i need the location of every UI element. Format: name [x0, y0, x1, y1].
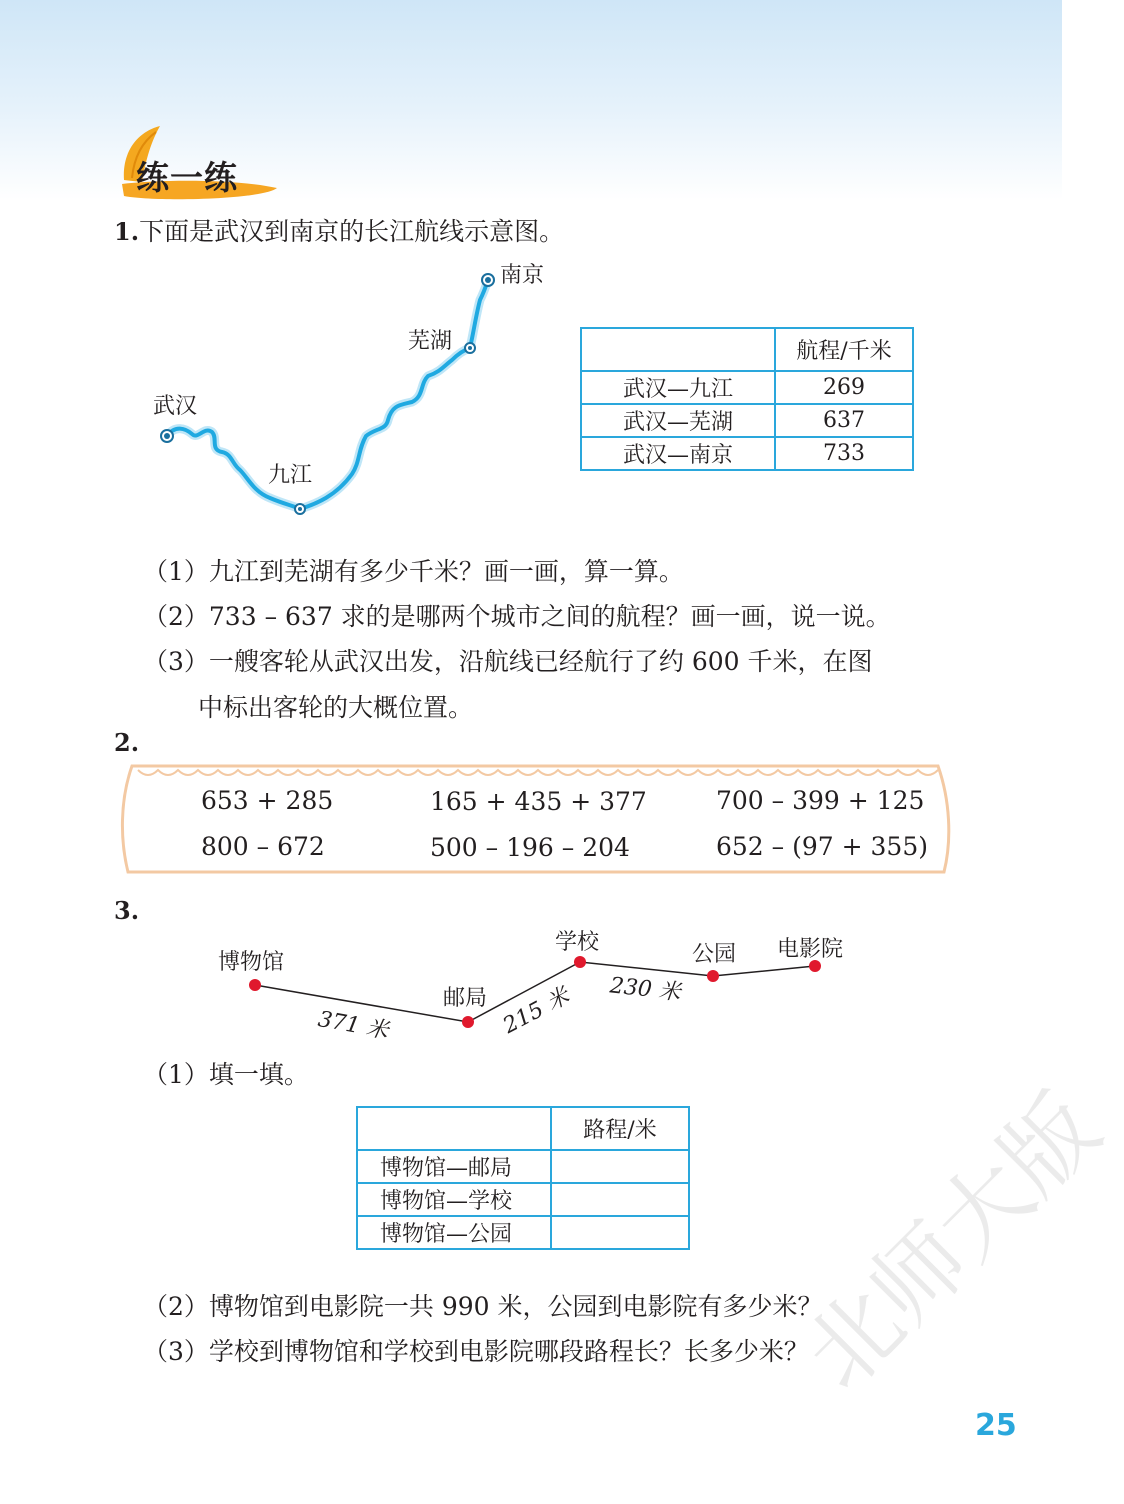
city-marker-nanjing — [482, 274, 494, 286]
label-cinema: 电影院 — [777, 937, 844, 962]
q3-table-header: 路程/米 — [551, 1107, 689, 1150]
q3-table-row-label: 博物馆—公园 — [357, 1216, 551, 1249]
q1-table-row-value: 637 — [775, 404, 913, 437]
calc-item: 700 – 399 + 125 — [716, 786, 925, 815]
q1-table-row-label: 武汉—九江 — [581, 371, 775, 404]
label-museum: 博物馆 — [218, 950, 285, 975]
q1-sub3-line2: 中标出客轮的大概位置。 — [198, 693, 474, 722]
q3-table-corner — [357, 1107, 551, 1150]
city-marker-wuhan — [161, 430, 173, 442]
q3-table-answer-cell[interactable] — [551, 1150, 689, 1183]
calc-item: 165 + 435 + 377 — [430, 787, 647, 816]
q1-table-row-label: 武汉—芜湖 — [581, 404, 775, 437]
q3-sub2: （2）博物馆到电影院一共 990 米，公园到电影院有多少米？ — [143, 1292, 823, 1321]
route-point-museum — [249, 979, 261, 991]
calc-item: 653 + 285 — [201, 786, 334, 815]
yangtze-river-route — [167, 280, 488, 509]
page-number: 25 — [975, 1408, 1017, 1443]
river-map — [150, 260, 550, 520]
calc-item: 500 – 196 – 204 — [430, 833, 630, 862]
city-marker-wuhu — [465, 343, 475, 353]
q1-table-row-value: 733 — [775, 437, 913, 470]
q1-sub2: （2）733 – 637 求的是哪两个城市之间的航程？画一画，说一说。 — [143, 602, 891, 631]
q3-table-answer-cell[interactable] — [551, 1183, 689, 1216]
q1-table-row-label: 武汉—南京 — [581, 437, 775, 470]
label-school: 学校 — [555, 930, 600, 955]
q3-table-row-label: 博物馆—邮局 — [357, 1150, 551, 1183]
label-park: 公园 — [692, 942, 737, 967]
q1-sub3-line1: （3）一艘客轮从武汉出发，沿航线已经航行了约 600 千米，在图 — [143, 647, 873, 676]
q1-number: 1. — [114, 217, 140, 246]
calc-item: 800 – 672 — [201, 832, 325, 861]
distance-label: 371 米 — [316, 1006, 391, 1044]
q1-table-row-value: 269 — [775, 371, 913, 404]
q1-table-header: 航程/千米 — [775, 328, 913, 371]
distance-label: 230 米 — [608, 973, 682, 1006]
route-point-school — [574, 956, 586, 968]
route-point-park — [707, 970, 719, 982]
city-marker-jiujiang — [295, 504, 305, 514]
q3-table-row-label: 博物馆—学校 — [357, 1183, 551, 1216]
publisher-watermark: 北师大版 — [784, 1073, 1121, 1410]
q1-prompt-text: 下面是武汉到南京的长江航线示意图。 — [139, 217, 565, 246]
label-wuhan: 武汉 — [153, 394, 198, 419]
distance-label: 215 米 — [499, 983, 574, 1039]
label-jiujiang: 九江 — [268, 463, 313, 488]
q1-sub1: （1）九江到芜湖有多少千米？画一画，算一算。 — [143, 557, 684, 586]
calc-item: 652 – (97 + 355) — [716, 832, 928, 861]
route-point-post — [462, 1016, 474, 1028]
q1-prompt — [114, 212, 564, 248]
q3-table-answer-cell[interactable] — [551, 1216, 689, 1249]
label-wuhu: 芜湖 — [408, 329, 453, 354]
q3-number: 3. — [114, 896, 140, 925]
q1-distance-table — [580, 327, 914, 471]
q1-table-corner — [581, 328, 775, 371]
label-nanjing: 南京 — [500, 263, 545, 288]
q3-sub3: （3）学校到博物馆和学校到电影院哪段路程长？长多少米？ — [143, 1337, 809, 1366]
q3-distance-table — [356, 1106, 690, 1250]
q3-sub1: （1）填一填。 — [143, 1060, 309, 1089]
q2-number: 2. — [114, 728, 140, 757]
label-post-office: 邮局 — [443, 986, 488, 1011]
section-title: 练一练 — [136, 158, 238, 197]
